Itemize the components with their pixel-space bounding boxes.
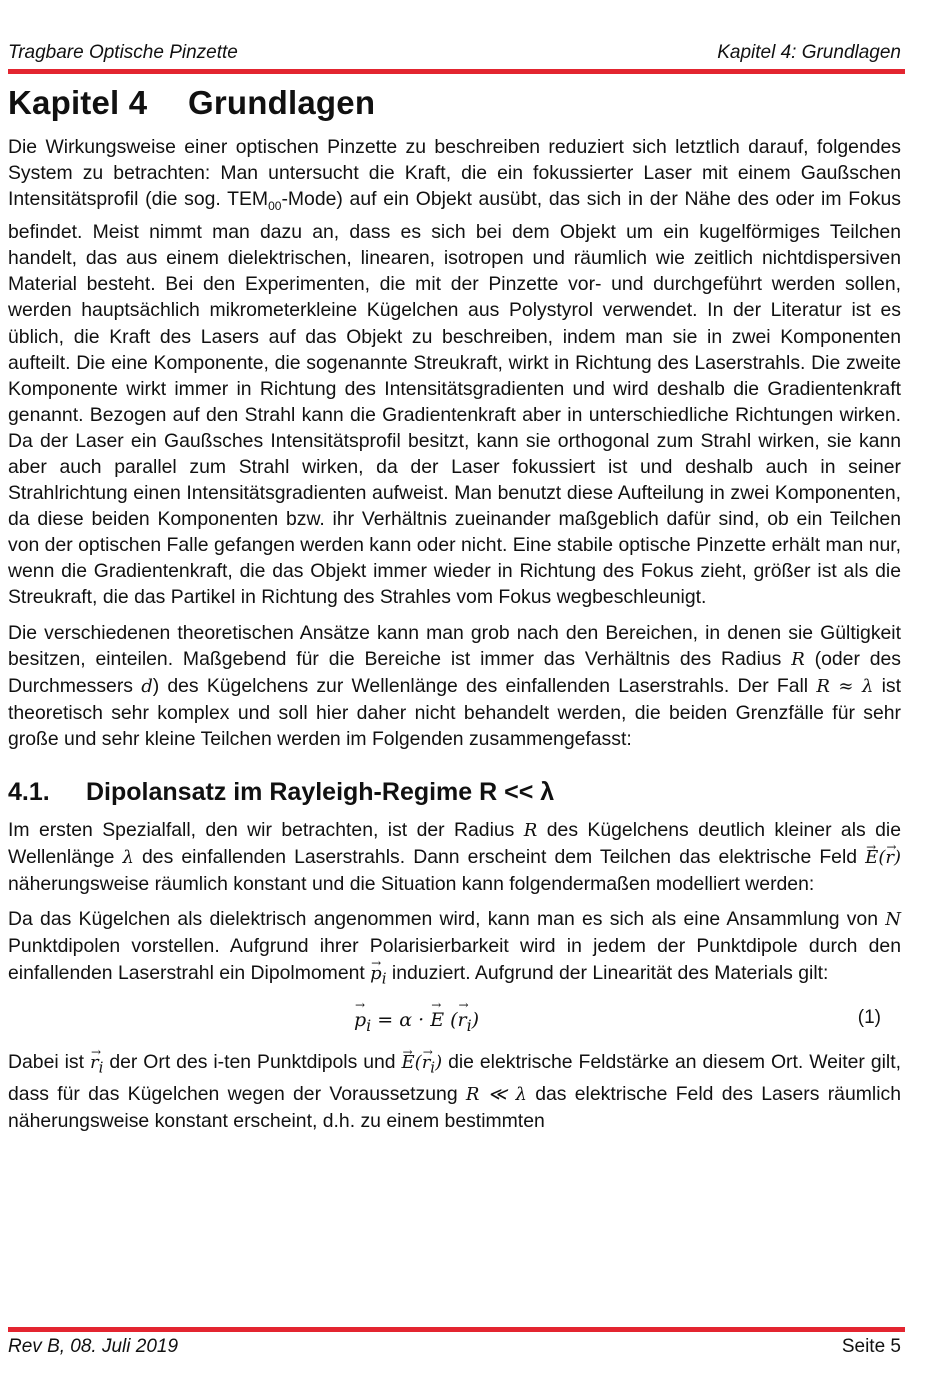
footer-rule (8, 1327, 905, 1332)
chapter-title: Grundlagen (188, 84, 376, 121)
section-heading (8, 778, 901, 807)
chapter-heading (8, 84, 901, 122)
math-R-approx-lambda: R ≈ λ (816, 675, 874, 697)
equation-1 (8, 1003, 901, 1043)
math-position: → $r_i$ (90, 1052, 103, 1073)
section-title: Dipolansatz im Rayleigh-Regime R << λ (86, 778, 555, 807)
paragraph-approaches: Die verschiedenen theoretischen Ansätze kann man grob nach den Bereichen, in denen sie Gültigkeit besitzen, einteilen. Maßgebend für die Bereiche ist immer das Verhältnis des Radius R (oder des Durchmessers d) des Kügelchens zur Wellenlänge des einfallenden Laserstrahls. Der Fall R ≈ λ ist theoretisch sehr komplex und soll hier daher nicht behandelt werden, die beiden Grenzfälle für sehr große und sehr kleine Teilchen werden im Folgenden zusammengefasst: (8, 621, 902, 750)
chapter-number: Kapitel 4 (8, 84, 148, 121)
paragraph-field: Dabei ist → $r_i$ der Ort des i-ten Punktdipols und → $E(\to r_i)$ die elektrische Feldstärke an diesem Ort. Weiter gilt, dass für das Kügelchen wegen der Voraussetzung R ≪ λ das elektrische Feld des Lasers räumlich näherungsweise konstant erscheint, d.h. zu einem bestimmten (8, 1049, 901, 1134)
math-d: d (141, 675, 153, 697)
math-lambda: λ (122, 847, 134, 869)
header-rule (8, 69, 905, 74)
paragraph-dipoles: Da das Kügelchen als dielektrisch angenommen wird, kann man es sich als eine Ansammlung von N Punktdipolen vorstellen. Aufgrund ihrer Polarisierbarkeit wird in jedem der Punktdipole durch den einfallenden Laserstrahl ein Dipolmoment → $p_i$ induziert. Aufgrund der Linearität des Materials gilt: (8, 906, 901, 991)
math-R-much-less-lambda: R ≪ λ (465, 1083, 527, 1105)
section-number: 4.1. (8, 778, 50, 807)
footer-revision: Rev B, 08. Juli 2019 (8, 1336, 179, 1357)
equation-body: → $p_i = \alpha$ · → E (→ $r_i$) (354, 1009, 479, 1035)
paragraph-rayleigh: Im ersten Spezialfall, den wir betrachten, ist der Radius R des Kügelchens deutlich kleiner als die Wellenlänge λ des einfallenden Laserstrahls. Dann erscheint dem Teilchen das elektrische Feld → E(→ r) näherungsweise räumlich konstant und die Situation kann folgendermaßen modelliert werden: (8, 817, 901, 897)
math-R: R (523, 820, 538, 842)
header-chapter: Kapitel 4: Grundlagen (717, 42, 901, 63)
paragraph-intro: Die Wirkungsweise einer optischen Pinzette zu beschreiben reduziert sich letztlich darauf, folgendes System zu betrachten: Man untersucht die Kraft, die ein fokussierter Laser mit einem Gaußschen Intensitätsprofil (die sog. $TEM_{00}-Mode$) auf ein Objekt ausübt, das sich in der Nähe des oder im Fokus befindet. Meist nimmt man dazu an, dass es sich bei dem Objekt um ein kugelförmiges Teilchen handelt, das aus einem dielektrischen, linearen, isotropen und räumlich wie zeitlich nichtdispersiven Material besteht. Bei den Experimenten, die mit der Pinzette vor- und durchgeführt werden sollen, werden hauptsächlich mikrometerkleine Kügelchen aus Polystyrol verwendet. In der Literatur ist es üblich, die Kraft des Lasers auf das Objekt zu beschreiben, indem man sie in zwei Komponenten aufteilt. Die eine Komponente, die sogenannte Streukraft, wirkt in Richtung des Laserstrahls. Die zweite Komponente wirkt immer in Richtung des Intensitätsgradienten und wird deshalb die Gradientenkraft genannt. Bezogen auf den Strahl kann die Gradientenkraft aber in unterschiedliche Richtungen wirken. Da der Laser ein Gaußsches Intensitätsprofil besitzt, kann sie orthogonal zum Strahl wirken, sie kann aber auch parallel zum Strahl wirken, da der Laser fokussiert ist und deshalb auch in seiner Strahlrichtung einen Intensitätsgradienten aufweist. Man benutzt diese Aufteilung in zwei Komponenten, da diese beiden Komponenten bzw. ihr Verhältnis zueinander maßgeblich dafür sind, ob ein Teilchen von der optischen Falle gefangen werden kann oder nicht. Eine stabile optische Pinzette erhält man nur, wenn die Gradientenkraft, die das Objekt immer wieder in Richtung des Fokus zieht, größer ist als die Streukraft, die das Partikel in Richtung des Strahles vom Fokus wegbeschleunigt. (8, 136, 901, 609)
page-content (8, 84, 901, 1134)
footer-page-number: Seite 5 (841, 1336, 901, 1357)
page-footer (8, 1336, 901, 1362)
equation-number: (1) (857, 1007, 881, 1029)
page-header (8, 42, 901, 66)
math-N: N (885, 909, 901, 931)
math-dipole-moment: → $p_i$ (370, 963, 386, 984)
header-document-title: Tragbare Optische Pinzette (8, 42, 238, 63)
math-R: R (791, 648, 805, 670)
math-field-E: → E(→ r) (865, 847, 901, 868)
math-field-at-position: → $E(\to r_i)$ (402, 1052, 443, 1073)
